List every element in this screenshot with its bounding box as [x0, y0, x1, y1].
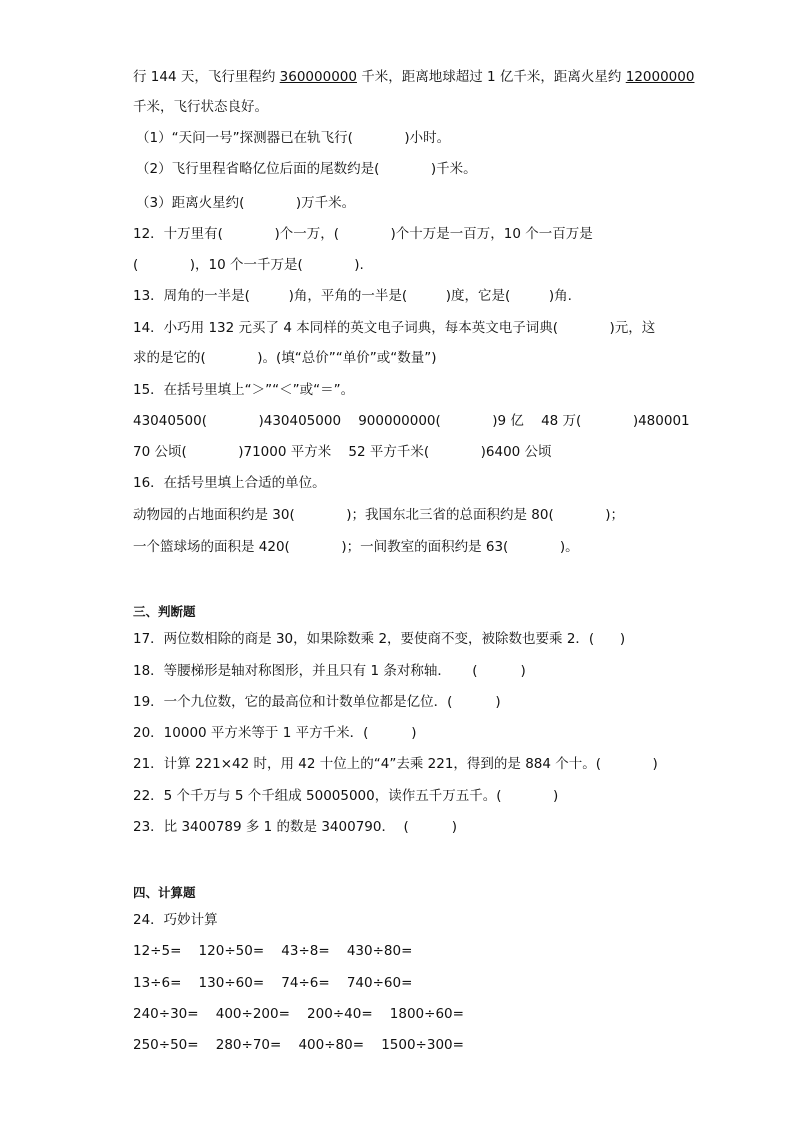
text-line — [133, 661, 773, 681]
text-line — [136, 128, 776, 148]
text-line — [133, 473, 773, 493]
text-run: 16．在括号里填上合适的单位。 — [133, 475, 326, 491]
text-run: 21．计算 221×42 时，用 42 十位上的“4”去乘 221，得到的是 884 个十。( ) — [133, 756, 658, 772]
text-line — [133, 537, 773, 557]
text-run: 三、判断题 — [133, 604, 196, 619]
text-line — [133, 973, 773, 993]
text-run: 12÷5= 120÷50= 43÷8= 430÷80= — [133, 943, 413, 959]
text-line — [136, 193, 776, 213]
underlined-number: 360000000 — [279, 69, 357, 85]
text-run: 千米，飞行状态良好。 — [133, 99, 268, 115]
text-run: （1）“天问一号”探测器已在轨飞行( )小时。 — [136, 130, 451, 146]
text-run: 15．在括号里填上“＞”“＜”或“＝”。 — [133, 382, 355, 398]
text-line — [133, 1004, 773, 1024]
text-run: （2）飞行里程省略亿位后面的尾数约是( )千米。 — [136, 161, 477, 177]
text-run: 求的是它的( )。(填“总价”“单价”或“数量”) — [133, 350, 437, 366]
text-line — [133, 442, 773, 462]
text-line — [133, 941, 773, 961]
text-run: 13．周角的一半是( )角，平角的一半是( )度，它是( )角. — [133, 288, 572, 304]
text-run: 千米，距离地球超过 1 亿千米，距离火星约 — [356, 69, 626, 85]
text-run: 250÷50= 280÷70= 400÷80= 1500÷300= — [133, 1037, 464, 1053]
text-line — [133, 255, 773, 275]
text-run: 12．十万里有( )个一万，( )个十万是一百万，10 个一百万是 — [133, 226, 593, 242]
text-run: （3）距离火星约( )万千米。 — [136, 195, 356, 211]
text-run: 行 144 天，飞行里程约 — [133, 69, 280, 85]
text-line — [133, 817, 773, 837]
text-line — [133, 318, 773, 338]
section-heading — [133, 883, 773, 903]
text-line — [133, 97, 773, 117]
text-run: 18．等腰梯形是轴对称图形，并且只有 1 条对称轴． ( ) — [133, 663, 526, 679]
text-line — [136, 159, 776, 179]
text-line — [133, 505, 773, 525]
text-run: 17．两位数相除的商是 30，如果除数乘 2，要使商不变，被除数也要乘 2．( ) — [133, 631, 626, 647]
text-line — [133, 692, 773, 712]
text-run: ( )，10 个一千万是( ). — [133, 257, 364, 273]
text-line — [133, 67, 773, 87]
text-line — [133, 1035, 773, 1055]
text-run: 动物园的占地面积约是 30( )；我国东北三省的总面积约是 80( )； — [133, 507, 624, 523]
text-line — [133, 786, 773, 806]
text-run: 43040500( )430405000 900000000( )9 亿 48 万( )480001 — [133, 413, 690, 429]
text-line — [133, 411, 773, 431]
text-line — [133, 629, 773, 649]
text-run: 20．10000 平方米等于 1 平方千米．( ) — [133, 725, 417, 741]
section-heading — [133, 602, 773, 622]
text-run: 一个篮球场的面积是 420( )；一间教室的面积约是 63( )。 — [133, 539, 579, 555]
text-run: 19．一个九位数，它的最高位和计数单位都是亿位．( ) — [133, 694, 501, 710]
text-line — [133, 754, 773, 774]
text-line — [133, 723, 773, 743]
text-line — [133, 380, 773, 400]
text-run: 240÷30= 400÷200= 200÷40= 1800÷60= — [133, 1006, 464, 1022]
text-line — [133, 286, 773, 306]
text-run: 23．比 3400789 多 1 的数是 3400790． ( ) — [133, 819, 457, 835]
text-line — [133, 224, 773, 244]
text-line — [133, 348, 773, 368]
text-run: 70 公顷( )71000 平方米 52 平方千米( )6400 公顷 — [133, 444, 552, 460]
underlined-number: 12000000 — [625, 69, 695, 85]
text-run: 24．巧妙计算 — [133, 912, 218, 928]
text-line — [133, 910, 773, 930]
text-run: 13÷6= 130÷60= 74÷6= 740÷60= — [133, 975, 413, 991]
text-run: 14．小巧用 132 元买了 4 本同样的英文电子词典，每本英文电子词典( )元，这 — [133, 320, 656, 336]
text-run: 22．5 个千万与 5 个千组成 50005000，读作五千万五千。( ) — [133, 788, 559, 804]
text-run: 四、计算题 — [133, 885, 196, 900]
